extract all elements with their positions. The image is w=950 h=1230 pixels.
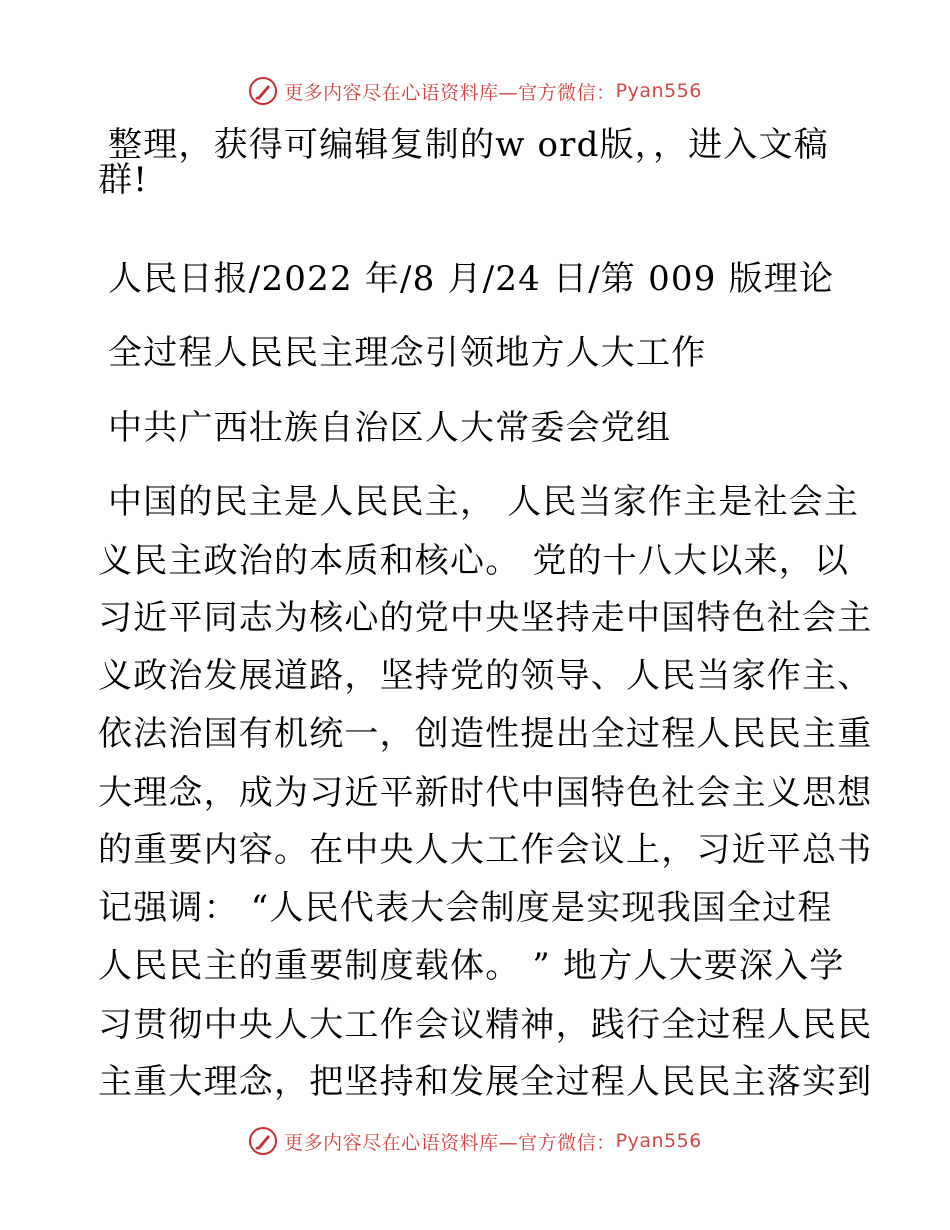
- paragraph-line-5: 依法治国有机统一，创造性提出全过程人民民主重: [98, 714, 873, 754]
- quill-logo-icon: [248, 76, 278, 106]
- header-watermark: [0, 71, 950, 111]
- article-author: 中共广西壮族自治区人大常委会党组: [108, 408, 672, 448]
- paragraph-line-6: 大理念，成为习近平新时代中国特色社会主义思想: [98, 773, 873, 813]
- body-line-1: 整理，获得可编辑复制的w ord版，，进入文稿: [108, 125, 829, 165]
- watermark-text: 更多内容尽在心语资料库—官方微信：: [284, 1131, 616, 1154]
- article-title: 全过程人民民主理念引领地方人大工作: [108, 333, 707, 373]
- source-line: 人民日报/2022 年/8 月/24 日/第 009 版理论: [108, 259, 835, 299]
- paragraph-line-4: 义政治发展道路，坚持党的领导、人民当家作主、: [98, 656, 873, 696]
- paragraph-line-10: 习贯彻中央人大工作会议精神，践行全过程人民民: [98, 1005, 873, 1045]
- paragraph-line-2: 义民主政治的本质和核心。 党的十八大以来，以: [98, 541, 850, 581]
- quill-logo-icon: [248, 1126, 278, 1156]
- watermark-text: 更多内容尽在心语资料库—官方微信：: [284, 81, 616, 104]
- paragraph-line-7: 的重要内容。在中央人大工作会议上，习近平总书: [98, 830, 873, 870]
- watermark-wechat-id: Pyan556: [615, 80, 702, 102]
- body-line-2: 群!: [98, 160, 149, 200]
- paragraph-line-11: 主重大理念，把坚持和发展全过程人民民主落实到: [98, 1062, 873, 1102]
- paragraph-line-8: 记强调： “人民代表大会制度是实现我国全过程: [98, 888, 833, 928]
- watermark-wechat-id: Pyan556: [615, 1130, 702, 1152]
- paragraph-line-9: 人民民主的重要制度载体。 ” 地方人大要深入学: [98, 946, 845, 986]
- footer-watermark: [0, 1121, 950, 1161]
- paragraph-line-1: 中国的民主是人民民主， 人民当家作主是社会主: [108, 482, 860, 522]
- paragraph-line-3: 习近平同志为核心的党中央坚持走中国特色社会主: [98, 598, 873, 638]
